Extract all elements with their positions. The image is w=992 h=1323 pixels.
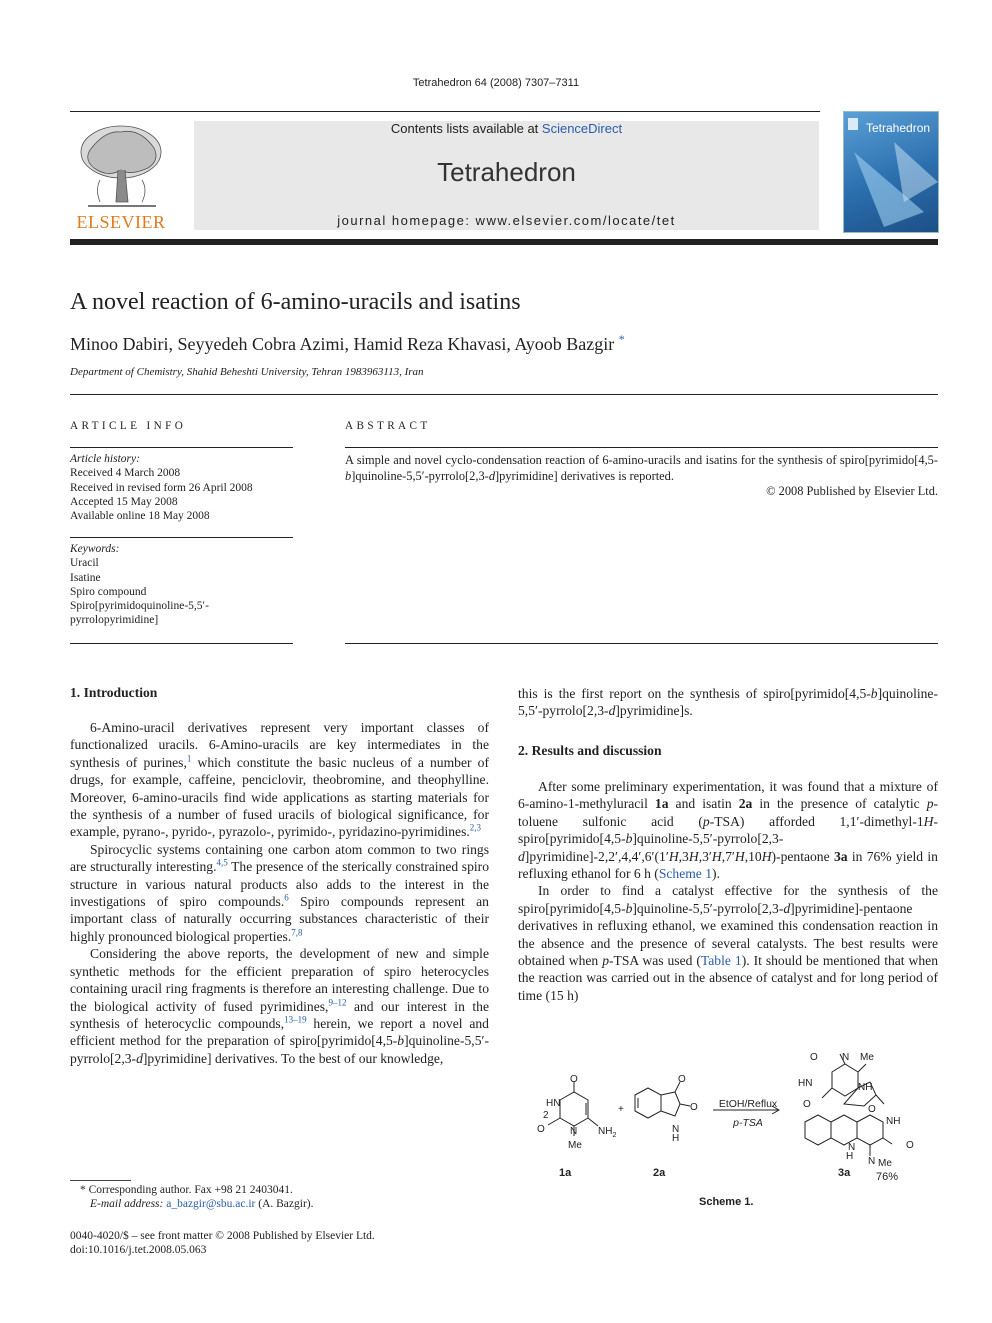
reaction-scheme-icon: [530, 1040, 938, 1190]
email-note: [80, 1197, 480, 1211]
scheme-atom-label: O: [906, 1140, 914, 1151]
scheme-atom-label: Me: [860, 1052, 874, 1063]
history-received: Received 4 March 2008: [70, 467, 181, 480]
keyword-item: Spiro compound: [70, 585, 147, 598]
corresponding-note: * Corresponding author. Fax +98 21 2403041.: [80, 1184, 293, 1196]
footnote: [80, 1183, 480, 1212]
abstract-bottom-rule: [345, 643, 938, 644]
intro-body: 6-Amino-uracil derivatives represent very important classes of functionalized uracils. 6-Amino-uracils are key intermediates in the synthesis of purines,$^1$ which constitute the basic nucleus of a number of drugs, for example, caffeine, penciclovir, theobromine, and theophylline. Moreover, 6-amino-uracils find wide applications as starting materials for the synthesis of a number of fused uracils of biological significance, for example, pyrano-, pyrido-, pyrazolo-, pyrimido-, pyridazino-pyrimidines.$^{2,3}$ Spirocyclic systems containing one carbon atom common to two rings are structurally interesting.$^{4,5}$ The presence of the sterically constrained spiro structure in various natural products also adds to the interest in the investigations of spiro compounds.$^6$ Spiro compounds represent an important class of naturally occurring substances characteristic of their highly pronounced biological properties.$^{7,8}$ Considering the above reports, the development of new and simple synthetic methods for the efficient preparation of spiro heterocycles containing uracil ring fragments is therefore an interesting challenge. Due to the biological activity of fused pyrimidines,$^{9-12}$ and our interest in the synthesis of heterocyclic compounds,$^{13-19}$ herein, we report a novel and efficient method for the preparation of spiro[pyrimido[4,5-b]quinoline-5,5′-pyrrolo[2,3-d]pyrimidine] derivatives. To the best of our knowledge,: [70, 720, 489, 1066]
cover-title: Tetrahedron: [866, 121, 931, 135]
scheme-atom-label: N: [842, 1052, 850, 1063]
affiliation: Department of Chemistry, Shahid Beheshti University, Tehran 1983963113, Iran: [70, 366, 424, 378]
scheme-atom-label: O: [570, 1074, 578, 1085]
cover-logo-icon: [848, 118, 858, 130]
scheme-atom-label: N: [868, 1156, 876, 1167]
scheme-conditions-bottom: p-TSA: [733, 1117, 763, 1129]
sciencedirect-link[interactable]: ScienceDirect: [541, 121, 623, 136]
scheme-atom-label: Me: [878, 1158, 892, 1169]
keyword-item: Spiro[pyrimidoquinoline-5,5′-: [70, 600, 209, 613]
article-history: [70, 452, 293, 523]
email-link[interactable]: a_bazgir@sbu.ac.ir: [166, 1198, 256, 1211]
abstract-rule: [345, 447, 938, 448]
scheme-atom-label: O: [810, 1052, 818, 1063]
keyword-item: pyrrolopyrimidine]: [70, 614, 159, 627]
keyword-item: Isatine: [70, 571, 101, 584]
keywords-label: Keywords:: [70, 543, 120, 555]
journal-cover: [843, 111, 939, 233]
corresponding-mark[interactable]: *: [618, 332, 625, 346]
authors: [70, 334, 625, 355]
cover-graphic-icon: [844, 142, 938, 232]
history-online: Available online 18 May 2008: [70, 510, 210, 523]
history-label: Article history:: [70, 453, 140, 465]
history-rule: [70, 537, 293, 538]
journal-reference: Tetrahedron 64 (2008) 7307–7311: [412, 77, 580, 89]
scheme-atom-label: H: [672, 1133, 680, 1144]
elsevier-wordmark: ELSEVIER: [76, 212, 166, 232]
scheme-atom-label: O: [537, 1124, 545, 1135]
article-info-heading: ARTICLE INFO: [70, 420, 187, 432]
affiliation-rule: [70, 394, 938, 395]
history-accepted: Accepted 15 May 2008: [70, 495, 178, 508]
keywords: [70, 542, 293, 628]
journal-masthead: [194, 121, 819, 230]
email-label: E-mail address:: [90, 1198, 164, 1211]
page-footer: [70, 1229, 490, 1258]
doi-line: doi:10.1016/j.tet.2008.05.063: [70, 1244, 207, 1257]
scheme-atom-label: HN: [798, 1078, 813, 1089]
issn-line: 0040-4020/$ – see front matter © 2008 Published by Elsevier Ltd.: [70, 1230, 375, 1242]
journal-homepage[interactable]: journal homepage: www.elsevier.com/locate/tet: [337, 213, 676, 228]
scheme-atom-label: Me: [568, 1140, 582, 1151]
header-thick-rule: [70, 239, 938, 245]
scheme-atom-label: O: [690, 1102, 698, 1113]
scheme-atom-label: $NH_2$: [598, 1126, 617, 1139]
footnote-rule: [70, 1180, 131, 1181]
scheme-atom-label: O: [868, 1104, 876, 1115]
compound-label-3a: 3a: [838, 1167, 851, 1179]
scheme-caption: Scheme 1.: [699, 1196, 754, 1208]
scheme-yield: 76%: [876, 1171, 899, 1183]
email-suffix: (A. Bazgir).: [258, 1198, 314, 1211]
elsevier-tree-icon: [70, 120, 172, 212]
scheme-conditions-top: EtOH/Reflux: [718, 1098, 778, 1110]
abstract-copyright: © 2008 Published by Elsevier Ltd.: [766, 484, 938, 498]
abstract-heading: ABSTRACT: [345, 420, 431, 432]
compound-label-1a: 1a: [559, 1167, 572, 1179]
scheme-atom-label: +: [618, 1104, 624, 1115]
header-top-rule: [70, 111, 820, 112]
scheme-atom-label: O: [803, 1099, 811, 1110]
scheme-atom-label: 2: [543, 1110, 549, 1121]
keywords-rule: [70, 643, 293, 644]
results-body: After some preliminary experimentation, it was found that a mixture of 6-amino-1-methyluracil 1a and isatin 2a in the presence of catalytic p-toluene sulfonic acid (p-TSA) afforded 1,1′-dimethyl-1H-spiro[pyrimido[4,5-b]quinoline-5,5′-pyrrolo[2,3-d]pyrimidine]-2,2′,4,4′,6′(1′H,3H,3′H,7′H,10H)-pentaone 3a in 76% yield in refluxing ethanol for 6 h (Scheme 1). In order to find a catalyst effective for the synthesis of the spiro[pyrimido[4,5-b]quinoline-5,5′-pyrrolo[2,3-d]pyrimidine]-pentaone derivatives in refluxing ethanol, we examined this condensation reaction in the absence and the presence of several catalysts. The best results were obtained when p-TSA was used (Table 1). It should be mentioned that when the reaction was carried out in the absence of catalyst and for long period of time (15 h): [518, 779, 939, 1003]
scheme-1: [530, 1040, 938, 1190]
scheme-atom-label: NH: [886, 1116, 901, 1127]
scheme-atom-label: HN: [546, 1098, 561, 1109]
abstract-text: A simple and novel cyclo-condensation reaction of 6-amino-uracils and isatins for the synthesis of spiro[pyrimido[4,5-b]quinoline-5,5′-pyrrolo[2,3-d]pyrimidine] derivatives is reported.: [345, 453, 938, 483]
scheme-atom-label: O: [678, 1074, 686, 1085]
compound-label-2a: 2a: [653, 1167, 666, 1179]
author-list: Minoo Dabiri, Seyyedeh Cobra Azimi, Hamid Reza Khavasi, Ayoob Bazgir: [70, 334, 615, 354]
contents-line: [194, 121, 819, 136]
scheme-atom-label: N: [848, 1142, 856, 1153]
contents-prefix: Contents lists available at: [390, 121, 542, 136]
results-heading: 2. Results and discussion: [518, 743, 662, 758]
keyword-item: Uracil: [70, 557, 99, 570]
scheme-atom-label: N: [672, 1124, 680, 1135]
history-revised: Received in revised form 26 April 2008: [70, 481, 253, 494]
journal-name: Tetrahedron: [437, 157, 576, 187]
scheme-atom-label: N: [570, 1126, 578, 1137]
scheme-atom-label: H: [846, 1151, 854, 1162]
article-title: A novel reaction of 6-amino-uracils and isatins: [70, 289, 521, 315]
scheme-atom-label: NH: [858, 1082, 873, 1093]
article-info-rule: [70, 447, 293, 448]
intro-heading: 1. Introduction: [70, 685, 158, 700]
elsevier-logo: [70, 120, 172, 232]
intro-continuation: this is the first report on the synthesis of spiro[pyrimido[4,5-b]quinoline-5,5′-pyrrolo[2,3-d]pyrimidine]s.: [518, 686, 938, 719]
